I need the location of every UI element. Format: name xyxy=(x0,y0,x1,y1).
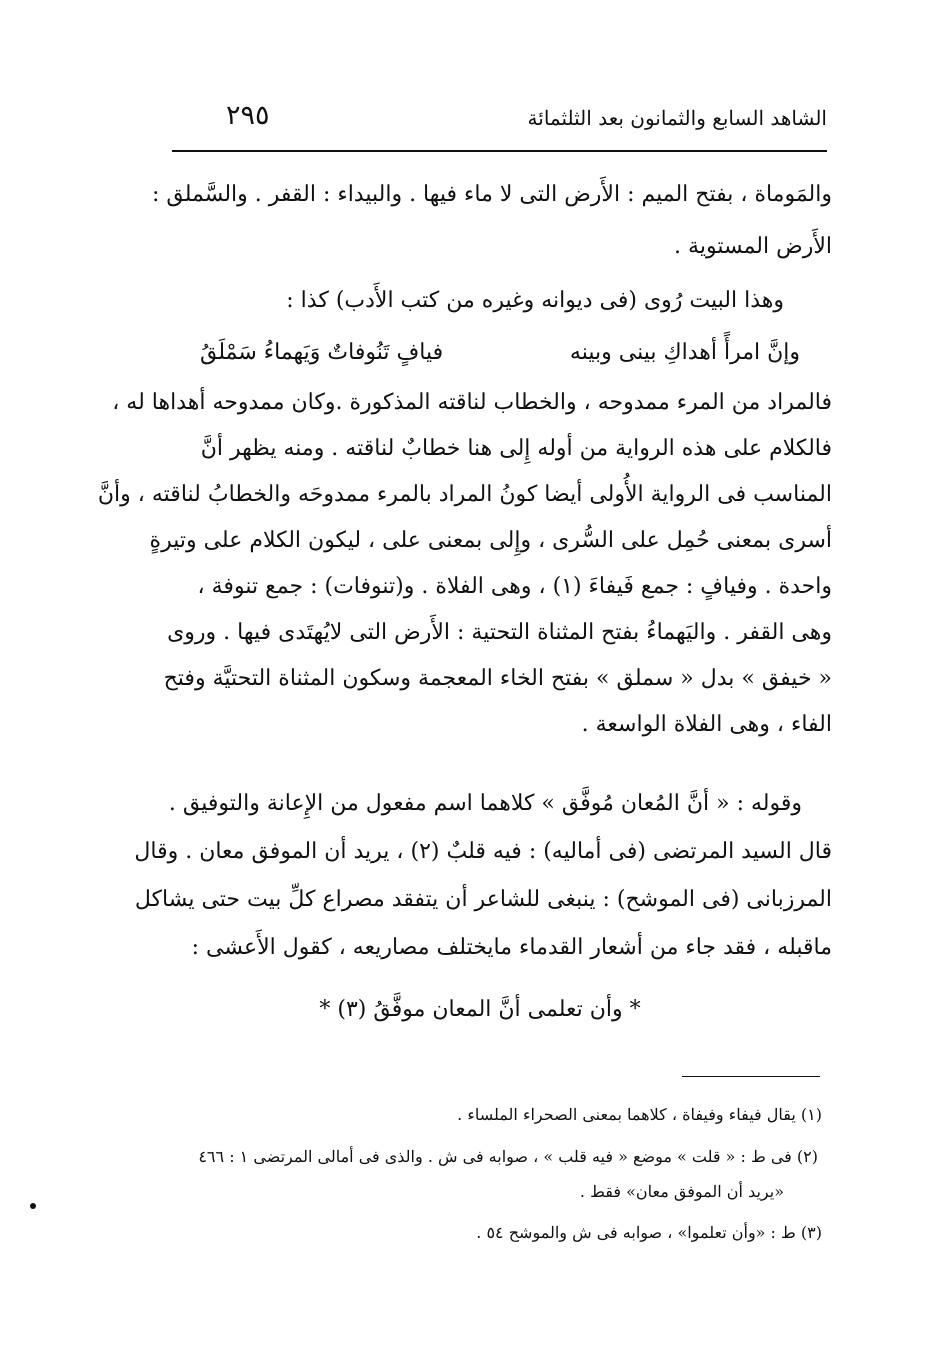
text-line: « خيفق » بدل « سملق » بفتح الخاء المعجمة وسكون المثناة التحتيَّة وفتح xyxy=(163,666,832,691)
text-line: والمَوماة ، بفتح الميم : الأَرض التى لا ماء فيها . والبيداء : القفر . والسَّملق : xyxy=(151,182,832,207)
page-header xyxy=(170,100,827,150)
text-line: الأَرض المستوية . xyxy=(674,234,832,259)
text-line: ماقبله ، فقد جاء من أشعار القدماء مايختلف مصاريعه ، كقول الأَعشى : xyxy=(191,935,832,960)
scan-speck xyxy=(30,1203,36,1209)
running-head: الشاهد السابع والثمانون بعد الثلثمائة xyxy=(527,106,827,130)
quoted-hemistich: * وأن تعلمى أنَّ المعان موفَّقُ (٣) * xyxy=(319,997,641,1022)
text-line: المرزبانى (فى الموشح) : ينبغى للشاعر أن يتفقد مصراع كلِّ بيت حتى يشاكل xyxy=(134,887,832,912)
text-line: وقوله : « أنَّ المُعان مُوفَّق » كلاهما اسم مفعول من الإِعانة والتوفيق . xyxy=(168,791,802,816)
footnote-3: (٣) ط : «وأن تعلموا» ، صوابه فى ش والموشح ٥٤ . xyxy=(476,1223,822,1242)
text-line: قال السيد المرتضى (فى أماليه) : فيه قلبٌ (٢) ، يريد أن الموفق معان . وقال xyxy=(134,839,832,864)
text-line: الفاء ، وهى الفلاة الواسعة . xyxy=(581,712,832,737)
text-line: فالمراد من المرء ممدوحه ، والخطاب لناقته المذكورة .وكان ممدوحه أهداها له ، xyxy=(112,390,832,415)
text-line: وهى القفر . واليَهماءُ بفتح المثناة التحتية : الأَرض التى لايُهتَدى فيها . وروى xyxy=(167,620,832,645)
text-line: المناسب فى الرواية الأُولى أيضا كونُ المراد بالمرء ممدوحَه والخطابُ لناقته ، وأنَّ xyxy=(97,482,832,507)
header-rule xyxy=(172,150,827,152)
page-number: ٢٩٥ xyxy=(226,100,270,131)
text-line: أسرى بمعنى حُمِل على السُّرى ، وإِلى بمعنى على ، ليكون الكلام على وتيرةٍ xyxy=(149,528,832,553)
text-line: وهذا البيت رُوى (فى ديوانه وغيره من كتب الأَدب) كذا : xyxy=(286,288,784,313)
footnote-rule xyxy=(682,1076,820,1077)
footnote-2: (٢) فى ط : « قلت » موضع « فيه قلب » ، صوابه فى ش . والذى فى أمالى المرتضى ١ : ٤٦٦ xyxy=(198,1147,818,1166)
verse-first-hemistich: وإنَّ امرأً أهداكِ بينى وبينه xyxy=(569,340,800,365)
text-line: فالكلام على هذه الرواية من أوله إِلى هنا خطابٌ لناقته . ومنه يظهر أنَّ xyxy=(200,436,832,461)
verse xyxy=(200,333,800,373)
footnote-2-continuation: «يريد أن الموفق معان» فقط . xyxy=(579,1182,784,1201)
text-line: واحدة . وفيافٍ : جمع فَيفاءَ (١) ، وهى الفلاة . و(تنوفات) : جمع تنوفة ، xyxy=(197,574,832,599)
verse-second-hemistich: فيافٍ تَنُوفاتٌ وَيَهماءُ سَمْلَقُ xyxy=(200,340,444,365)
footnote-1: (١) يقال فيفاء وفيفاة ، كلاهما بمعنى الصحراء الملساء . xyxy=(457,1105,822,1124)
